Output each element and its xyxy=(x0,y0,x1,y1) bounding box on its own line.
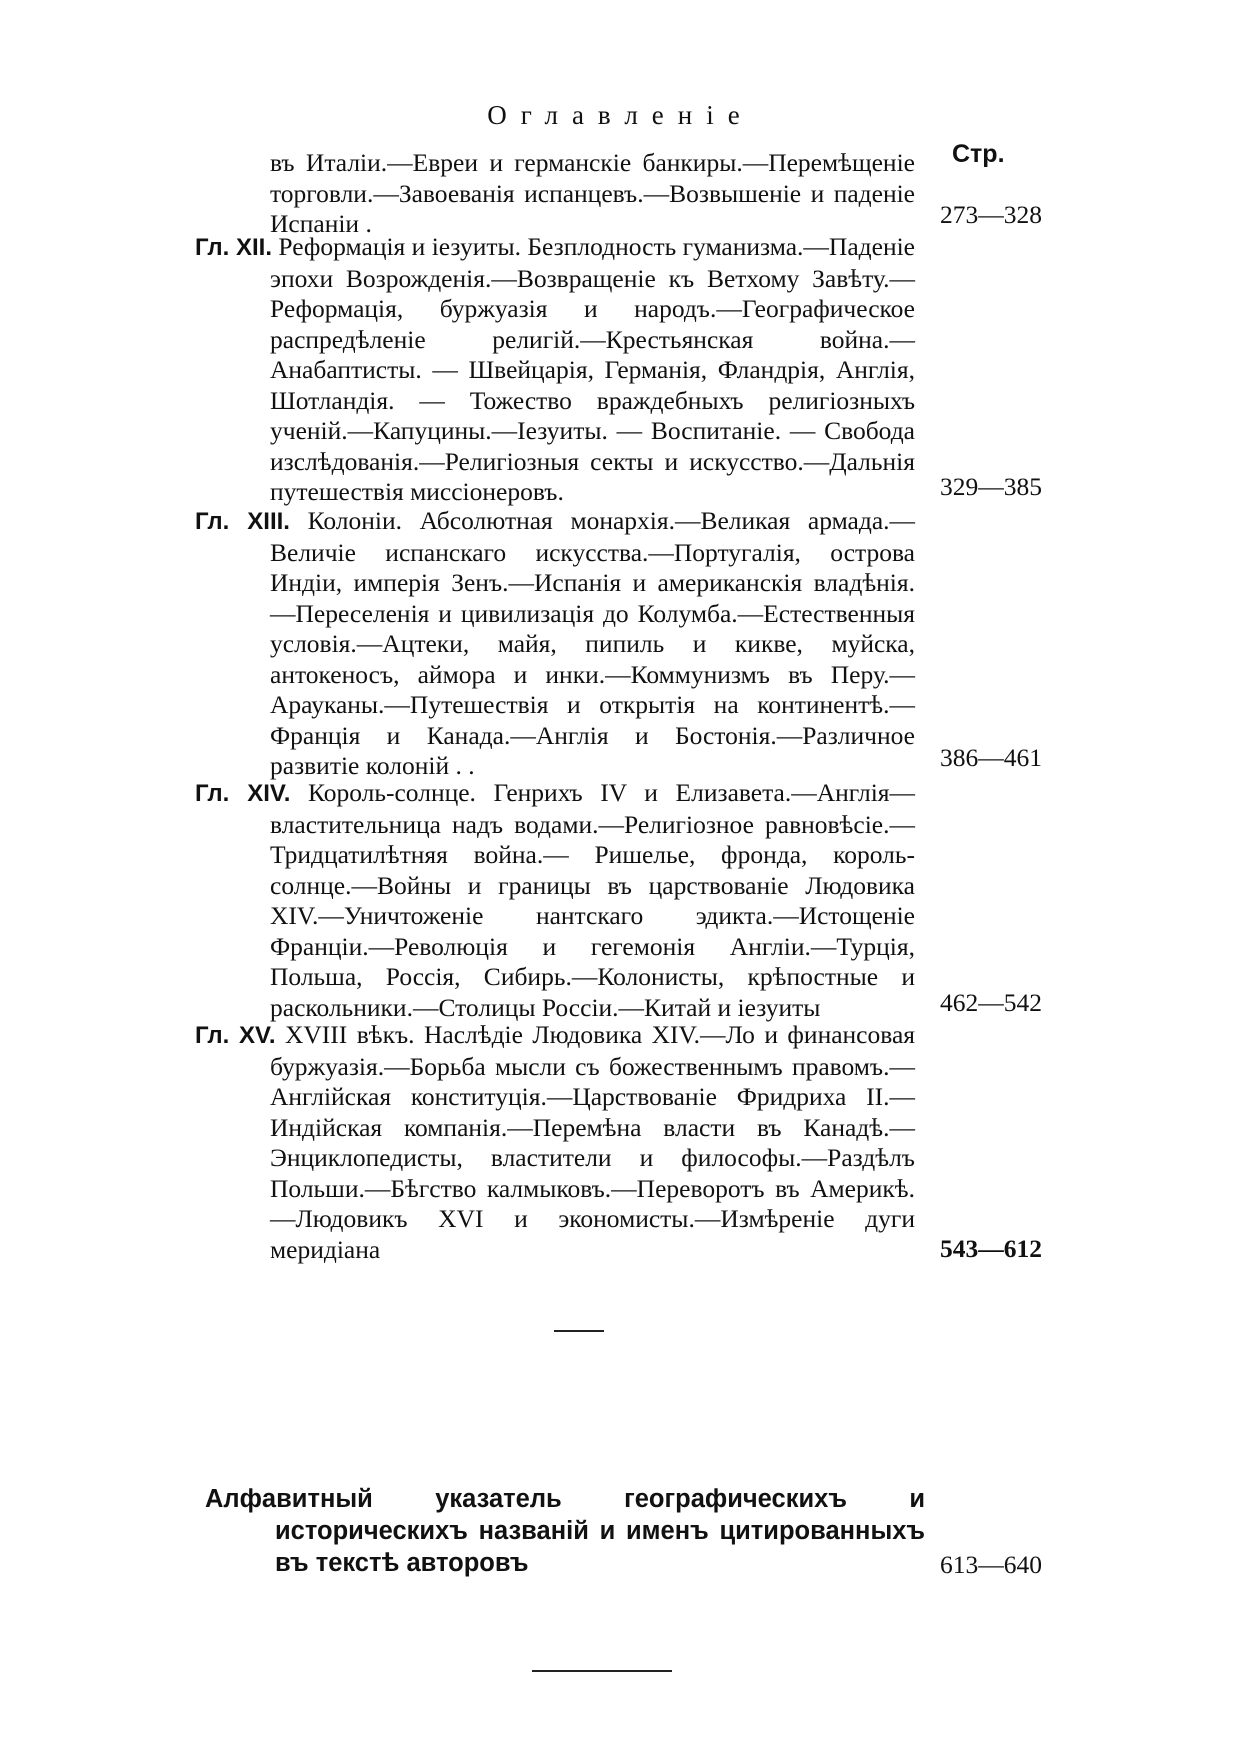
index-entry-pages: 613—640 xyxy=(940,1550,1042,1579)
toc-entry-pages: 462—542 xyxy=(940,988,1042,1017)
toc-entry-text: Колоніи. Абсолютная монархія.—Великая армада.—Величіе испанскаго искусства.—Португалія, острова Индіи, имперія Зенъ.—Испанія и американскія владѣнія.—Переселенія и цивилизація до Колумба.—Естественныя условія.—Ацтеки, майя, пипиль и кикве, муйска, антокеносъ, аймора и инки.—Коммунизмъ въ Перу.—Арауканы.—Путешествія и открытія на континентѣ.—Франція и Канада.—Англія и Бостонія.—Различное развитіе колоній . . xyxy=(270,506,916,780)
chapter-number: Гл. XV. xyxy=(195,1022,276,1049)
toc-entry-text-block xyxy=(195,232,915,508)
section-divider xyxy=(554,1330,604,1332)
toc-entry-text: XVIII вѣкъ. Наслѣдіе Людовика XIV.—Ло и финансовая буржуазія.—Борьба мысли съ божественнымъ правомъ.—Англійская конституція.—Царствованіе Фридриха II.—Индійская компанія.—Перемѣна власти въ Канадѣ.—Энциклопедисты, властители и философы.—Раздѣлъ Польши.—Бѣгство калмыковъ.—Переворотъ въ Америкѣ.—Людовикъ XVI и экономисты.—Измѣреніе дуги меридіана xyxy=(270,1020,916,1264)
toc-entry-text-block xyxy=(195,778,915,1023)
index-entry-text: Алфавитный указатель географическихъ и историческихъ названій и именъ цитированныхъ въ текстѣ авторовъ xyxy=(205,1485,925,1577)
page-header: Оглавленіе xyxy=(487,100,754,130)
toc-entry-text-block xyxy=(195,506,915,782)
chapter-number: Гл. XII. xyxy=(195,234,273,261)
toc-entry-text-block xyxy=(195,1020,915,1265)
toc-entry-text: Реформація и іезуиты. Безплодность гуманизма.—Паденіе эпохи Возрожденія.—Возвращеніе къ Ветхому Завѣту.—Реформація, буржуазія и народъ.—Географическое распредѣленіе религій.—Крестьянская война.—Анабаптисты. — Швейцарія, Германія, Фландрія, Англія, Шотландія. — Тожество враждебныхъ религіозныхъ ученій.—Капуцины.—Іезуиты. — Воспитаніе. — Свобода изслѣдованія.—Религіозныя секты и искусство.—Дальнія путешествія миссіонеровъ. xyxy=(270,232,915,506)
chapter-number: Гл. XIII. xyxy=(195,508,290,535)
toc-entry-text: въ Италіи.—Евреи и германскіе банкиры.—Перемѣщеніе торговли.—Завоеванія испанцевъ.—Возвышеніе и паденіе Испаніи . xyxy=(270,148,915,238)
toc-entry-pages: 386—461 xyxy=(940,743,1042,772)
toc-entry-text: Король-солнце. Генрихъ IV и Елизавета.—Англія—властительница надъ водами.—Религіозное равновѣсіе.— Тридцатилѣтняя война.— Ришелье, фронда, король-солнце.—Войны и границы въ царствованіе Людовика XIV.—Уничтоженіе нантскаго эдикта.—Истощеніе Франціи.—Революція и гегемонія Англіи.—Турція, Польша, Россія, Сибирь.—Колонисты, крѣпостные и раскольники.—Столицы Россіи.—Китай и іезуиты xyxy=(270,778,916,1022)
index-entry-text-block xyxy=(205,1483,925,1579)
toc-entry-pages: 543—612 xyxy=(940,1234,1042,1263)
page-column-label: Стр. xyxy=(952,140,1005,168)
end-divider xyxy=(532,1670,672,1672)
toc-entry-pages: 329—385 xyxy=(940,472,1042,501)
chapter-number: Гл. XIV. xyxy=(195,780,291,807)
toc-entry-pages: 273—328 xyxy=(940,200,1042,229)
